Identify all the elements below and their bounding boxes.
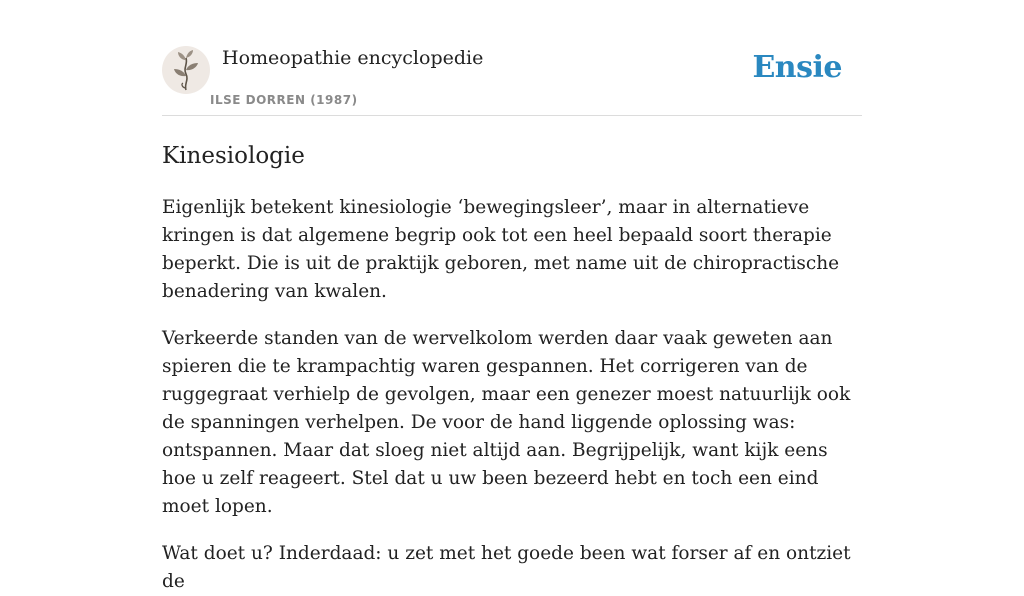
article-title: Kinesiologie [162,143,305,169]
brand-logo-link[interactable]: Ensie [752,50,842,85]
author-label: ILSE DORREN (1987) [210,93,358,107]
page-header [162,0,862,116]
book-title[interactable]: Homeopathie encyclopedie [222,47,484,69]
plant-sprout-icon[interactable] [162,46,210,94]
article-paragraph: Verkeerde standen van de wervelkolom werden daar vaak geweten aan spieren die te krampachtig waren gespannen. Het corrigeren van de ruggegraat verhielp de gevolgen, maar een genezer moest natuurlijk ook de spanningen verhelpen. De voor de hand liggende oplossing was: ontspannen. Maar dat sloeg niet altijd aan. Begrijpelijk, want kijk eens hoe u zelf reageert. Stel dat u uw been bezeerd hebt en toch een eind moet lopen. [162,328,851,517]
article-paragraph: Eigenlijk betekent kinesiologie ‘bewegingsleer’, maar in alternatieve kringen is dat algemene begrip ook tot een heel bepaald soort therapie beperkt. Die is uit de praktijk geboren, met name uit de chiropractische benadering van kwalen. [162,197,840,302]
article-paragraph: Wat doet u? Inderdaad: u zet met het goede been wat forser af en ontziet de [162,543,851,592]
page-container [162,0,862,596]
